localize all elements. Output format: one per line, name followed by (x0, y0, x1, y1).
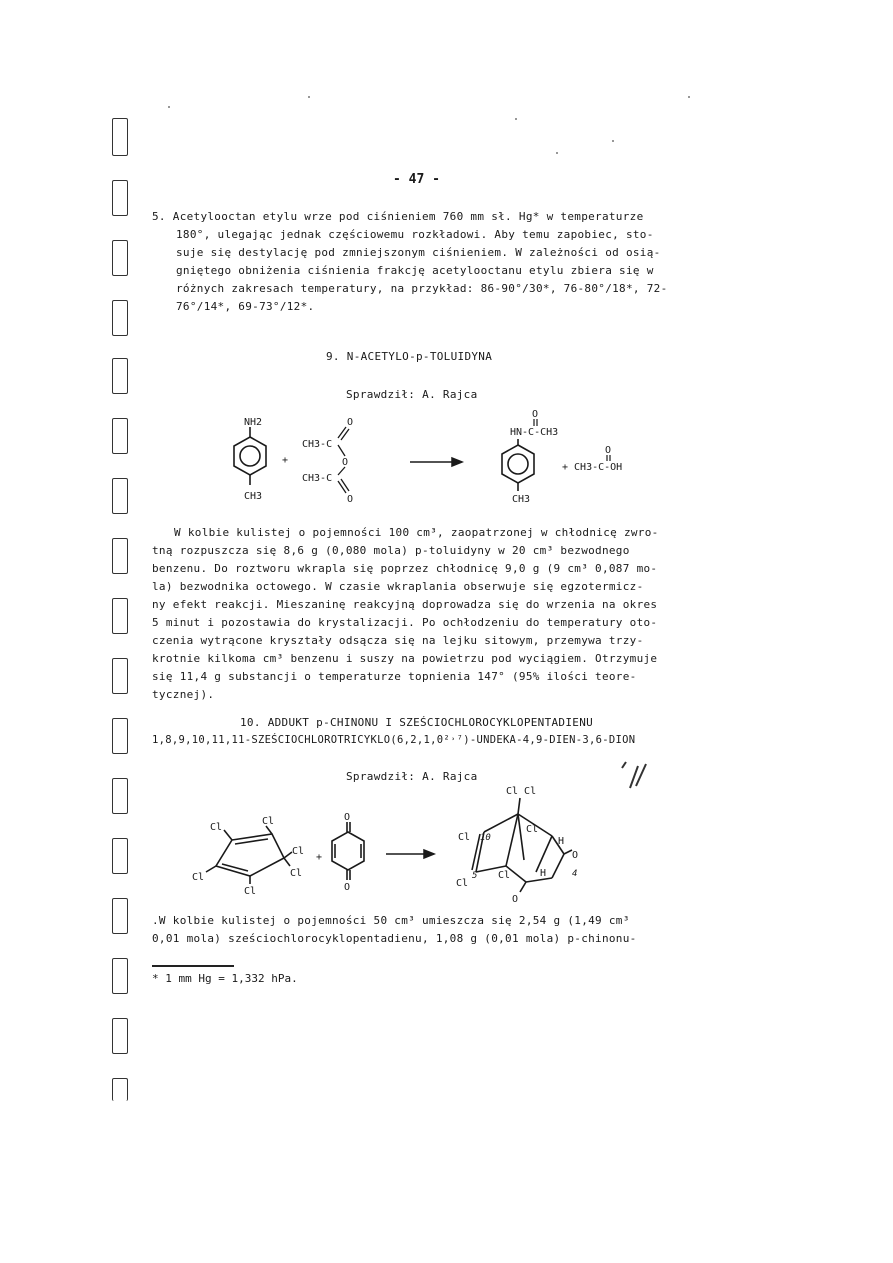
locant-label: 5 (472, 871, 478, 881)
binder-hole (112, 118, 128, 156)
oxygen-label: O (572, 850, 579, 861)
plus-sign: + (316, 852, 323, 863)
adduct-structure (472, 798, 572, 892)
chlorine-label: Cl (498, 870, 511, 881)
speck (168, 106, 170, 108)
chlorine-label: Cl (456, 878, 469, 889)
speck (515, 118, 517, 120)
hydrogen-label: H (558, 836, 565, 847)
text-line: suje się destylację pod zmniejszonym ciśnieniem. W zależności od osią- (176, 246, 661, 259)
chlorine-label: Cl (458, 832, 471, 843)
section-10-checked-by: Sprawdził: A. Rajca (346, 770, 478, 783)
chlorine-label: Cl (262, 816, 275, 827)
ch3-label: CH3 (244, 491, 263, 502)
chlorine-label: Cl (290, 868, 303, 879)
oxygen-label: O (512, 894, 519, 905)
section-9-title: 9. N-ACETYLO-p-TOLUIDYNA (326, 350, 493, 363)
speck (556, 152, 558, 154)
binder-hole (112, 300, 128, 336)
text-line: W kolbie kulistej o pojemności 100 cm³, zaopatrzonej w chłodnicę zwro- (174, 526, 659, 539)
text-line: 0,01 mola) sześciochlorocyklopentadienu, 1,08 g (0,01 mola) p-chinonu- (152, 932, 637, 945)
binder-hole (112, 418, 128, 454)
oxygen-label: O (347, 494, 354, 505)
ch3-label: CH3 (512, 494, 531, 505)
text-line: różnych zakresach temperatury, na przykład: 86-90°/30*, 76-80°/18*, 72- (176, 282, 668, 295)
p-toluidine-structure (234, 427, 266, 485)
binder-hole (112, 718, 128, 754)
dichloro-bridge-label: Cl Cl (506, 786, 537, 797)
binder-hole (112, 478, 128, 514)
text-line: 5. Acetylooctan etylu wrze pod ciśnieniem 760 mm sł. Hg* w temperaturze (152, 210, 644, 223)
text-line: ny efekt reakcji. Mieszaninę reakcyjną doprowadza się do wrzenia na okres (152, 598, 658, 611)
binder-hole (112, 538, 128, 574)
section-10-paragraph (152, 912, 637, 948)
binder-hole (112, 1078, 128, 1101)
diels-alder-reaction-scheme (180, 780, 620, 908)
chlorine-label: Cl (192, 872, 205, 883)
binder-hole (112, 598, 128, 634)
chlorine-label: Cl (526, 824, 539, 835)
section-5-paragraph (152, 208, 668, 316)
reaction-arrow (410, 458, 462, 466)
text-line: gniętego obniżenia ciśnienia frakcję acetylooctanu etylu zbiera się w (176, 264, 654, 277)
footnote: * 1 mm Hg = 1,332 hPa. (152, 972, 298, 985)
oxygen-label: O (532, 409, 539, 420)
text-line: 5 minut i pozostawia do krystalizacji. Po ochłodzeniu do temperatury oto- (152, 616, 658, 629)
text-line: .W kolbie kulistej o pojemności 50 cm³ umieszcza się 2,54 g (1,49 cm³ (152, 914, 630, 927)
text-line: la) bezwodnika octowego. W czasie wkraplania obserwuje się egzotermicz- (152, 580, 644, 593)
chlorine-label: Cl (244, 886, 257, 897)
section-10-title: 10. ADDUKT p-CHINONU I SZEŚCIOCHLOROCYKLOPENTADIENU (240, 716, 594, 729)
binder-hole (112, 778, 128, 814)
ch3c-label-top: CH3-C (302, 439, 333, 450)
section-9-checked-by: Sprawdził: A. Rajca (346, 388, 478, 401)
acetanilide-structure (502, 439, 534, 491)
text-line: benzenu. Do roztworu wkrapla się poprzez chłodnicę 9,0 g (9 cm³ 0,087 mo- (152, 562, 658, 575)
oxygen-label: O (347, 417, 354, 428)
text-line: krotnie kilkoma cm³ benzenu i suszy na powietrzu pod wyciągiem. Otrzymuje (152, 652, 658, 665)
chlorine-label: Cl (210, 822, 223, 833)
text-line: czenia wytrącone kryształy odsącza się na lejku sitowym, przemywa trzy- (152, 634, 644, 647)
text-line: tną rozpuszcza się 8,6 g (0,080 mola) p-toluidyny w 20 cm³ bezwodnego (152, 544, 630, 557)
ch3c-label-bottom: CH3-C (302, 473, 333, 484)
text-line: 180°, ulegając jednak częściowemu rozkładowi. Aby temu zapobiec, sto- (176, 228, 654, 241)
binder-hole (112, 898, 128, 934)
pencil-mark (616, 760, 656, 794)
hydrogen-label: H (540, 868, 547, 879)
locant-label: 4 (572, 869, 578, 879)
acetamide-label: HN-C-CH3 (510, 427, 559, 438)
oxygen-label: O (344, 812, 351, 823)
binder-hole (112, 180, 128, 216)
acetic-acid-label: + CH3-C-OH (562, 462, 623, 473)
section-9-paragraph (152, 524, 659, 704)
nh2-label: NH2 (244, 417, 263, 428)
section-10-subtitle: 1,8,9,10,11,11-SZEŚCIOCHLOROTRICYKLO(6,2,1,0²˒⁷)-UNDEKA-4,9-DIEN-3,6-DION (152, 734, 636, 746)
footnote-rule (152, 965, 234, 967)
text-line: się 11,4 g substancji o temperaturze topnienia 147° (95% ilości teore- (152, 670, 637, 683)
speck (308, 96, 310, 98)
plus-sign: + (282, 455, 289, 466)
page-number: - 47 - (393, 172, 440, 187)
oxygen-label: O (342, 457, 349, 468)
hexachlorocyclopentadiene-structure (206, 826, 292, 884)
binder-hole (112, 358, 128, 394)
oxygen-label: O (344, 882, 351, 893)
oxygen-label: O (605, 445, 612, 456)
text-line: tycznej). (152, 688, 215, 701)
binder-hole (112, 958, 128, 994)
binder-hole (112, 658, 128, 694)
locant-label: 10 (480, 833, 491, 843)
speck (612, 140, 614, 142)
binder-hole (112, 1018, 128, 1054)
text-line: 76°/14*, 69-73°/12*. (176, 300, 315, 313)
binder-hole (112, 838, 128, 874)
binder-hole (112, 240, 128, 276)
p-benzoquinone-structure (332, 822, 364, 880)
carbonyl-bond (534, 419, 537, 426)
chlorine-label: Cl (292, 846, 305, 857)
speck (688, 96, 690, 98)
reaction-arrow (386, 850, 434, 858)
acetylation-reaction-scheme (200, 405, 680, 515)
